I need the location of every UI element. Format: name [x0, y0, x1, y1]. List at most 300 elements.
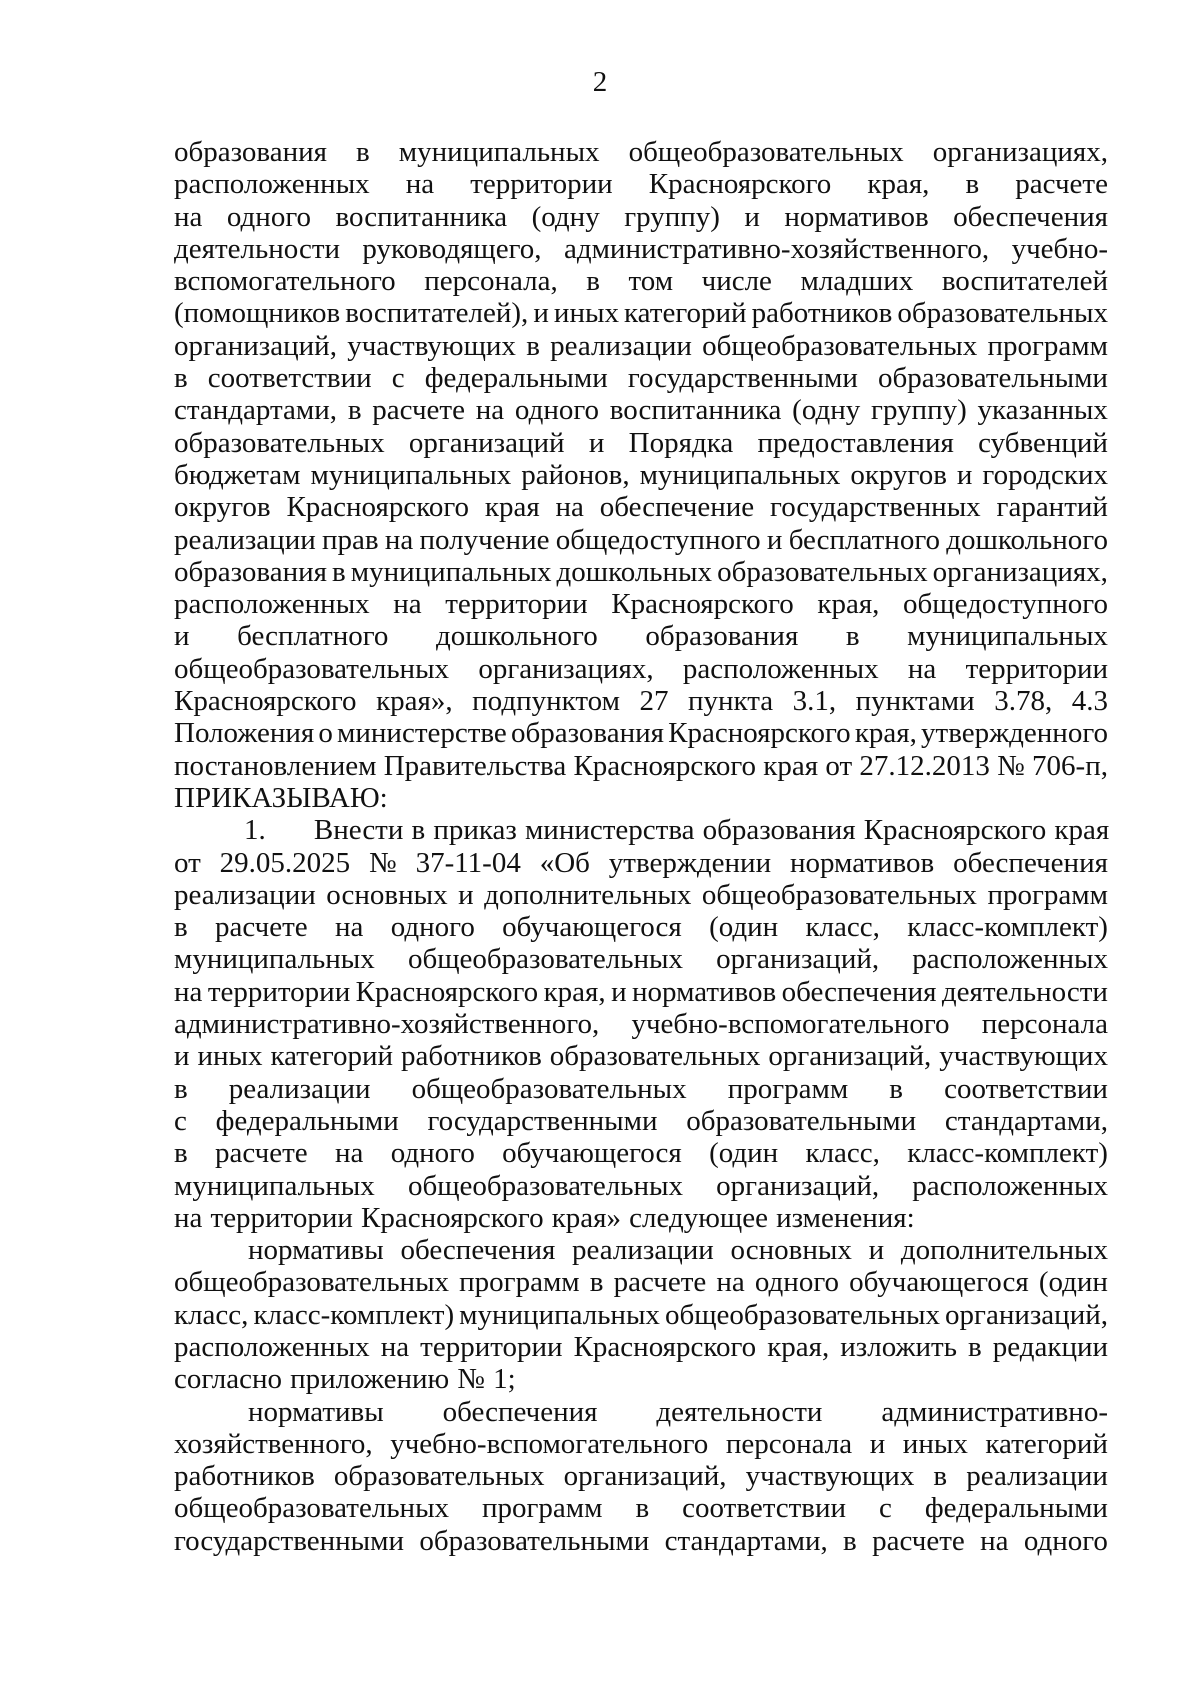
word: стандартами, [174, 394, 338, 427]
text-line [174, 1492, 1108, 1524]
word: районов, [521, 458, 630, 491]
text-line [174, 394, 1108, 426]
word: приказ [433, 814, 517, 847]
word: приложению [290, 1363, 450, 1396]
word: образования [510, 717, 664, 750]
word: от [174, 846, 201, 879]
word: и [174, 1040, 190, 1073]
word: образовательных [549, 1040, 761, 1073]
word: государственными [627, 362, 858, 395]
text-line [174, 1170, 1108, 1202]
word: Красноярского [668, 717, 851, 750]
word: министерства [524, 814, 695, 847]
text-line [174, 847, 1108, 879]
word: в [174, 911, 188, 944]
word: (один [1038, 1266, 1108, 1299]
text-line [174, 814, 1108, 846]
text-line [174, 201, 1108, 233]
text-line [174, 717, 1108, 749]
word: гарантий [996, 491, 1108, 524]
word: организаций [408, 426, 565, 459]
text-line [174, 1460, 1108, 1492]
word: бесплатного [237, 620, 389, 653]
word: в [174, 1072, 188, 1105]
word: основных [326, 878, 448, 911]
word: (помощников [174, 297, 341, 330]
word: пунктами [855, 685, 975, 718]
word: деятельности [656, 1395, 823, 1428]
word: ПРИКАЗЫВАЮ: [174, 781, 388, 814]
word: «Об [539, 846, 590, 879]
word: участвующих [347, 329, 516, 362]
word: образовательных [174, 426, 385, 459]
word: Правительства [383, 749, 567, 782]
word: и [458, 878, 474, 911]
word: участвующих [745, 1460, 915, 1493]
word: реализации [572, 1234, 714, 1267]
word: муниципальных [907, 620, 1108, 653]
word: расчете [372, 394, 465, 427]
word: края» [551, 1201, 622, 1234]
word: образовательных [897, 297, 1108, 330]
word: на [174, 975, 203, 1008]
word: в [968, 1330, 982, 1363]
word: предоставления [757, 426, 954, 459]
word: руководящего, [362, 232, 542, 265]
word: организаций, [716, 1169, 880, 1202]
word: организациях, [478, 652, 654, 685]
word: учебно- [1011, 232, 1108, 265]
word: класс-комплект) [907, 911, 1108, 944]
text-line [174, 1266, 1108, 1298]
word: округов [174, 491, 271, 524]
text-line [174, 1105, 1108, 1137]
word: организаций, [563, 1460, 727, 1493]
word: края», [376, 685, 453, 718]
word: общедоступного [555, 523, 761, 556]
word: в [347, 394, 362, 427]
word: общедоступного [903, 588, 1108, 621]
word: расположенных [174, 168, 370, 201]
word: 4.3 [1071, 685, 1108, 718]
word: группу) [871, 394, 967, 427]
word: иных [902, 1427, 968, 1460]
word: территории [420, 1330, 563, 1363]
word: вспомогательного [174, 265, 396, 298]
word: в [411, 814, 426, 847]
word: участвующих [939, 1040, 1108, 1073]
word: № [997, 749, 1025, 782]
word: государственных [770, 491, 981, 524]
text-line [174, 556, 1108, 588]
word: обеспечение [599, 491, 755, 524]
word: в [965, 168, 980, 201]
word: учебно-вспомогательного [390, 1427, 709, 1460]
word: обучающегося [849, 1266, 1029, 1299]
word: общеобразовательных [174, 652, 450, 685]
word: деятельности [174, 232, 341, 265]
word: дошкольных [556, 555, 713, 588]
word: обучающегося [502, 911, 682, 944]
word: получение [419, 523, 550, 556]
word: программ [727, 1072, 849, 1105]
word: 1; [493, 1363, 516, 1396]
text-line [174, 297, 1108, 329]
word: на [555, 491, 584, 524]
word: программ [482, 1492, 603, 1525]
word: края, [767, 1330, 830, 1363]
word: реализации [174, 523, 316, 556]
text-line [174, 1396, 1108, 1428]
word: в [174, 362, 188, 395]
word: с [391, 362, 405, 395]
word: организаций, [768, 1040, 932, 1073]
text-line [174, 653, 1108, 685]
word: организациях, [932, 136, 1108, 168]
word: 27.12.2013 [859, 749, 990, 782]
word: одного [1023, 1524, 1108, 1557]
word: государственными [427, 1104, 658, 1137]
word: образования [174, 555, 327, 588]
word: общеобразовательных [701, 878, 977, 911]
word: иных [553, 297, 619, 330]
word: (одну [531, 200, 600, 233]
word: нормативов [784, 200, 929, 233]
word: том [628, 265, 674, 298]
word: общеобразовательных [407, 943, 683, 976]
word: расчете [613, 1266, 707, 1299]
word: и [869, 1427, 886, 1460]
word: расчете [1015, 168, 1108, 201]
word: министерстве [337, 717, 507, 750]
word: одного [754, 1266, 839, 1299]
word: группу) [624, 200, 720, 233]
word: в [526, 329, 540, 362]
text-line [174, 976, 1108, 1008]
word: нормативов [789, 846, 935, 879]
word: персонала, [424, 265, 558, 298]
word: Порядка [628, 426, 734, 459]
word: на [174, 200, 203, 233]
word: № [369, 846, 397, 879]
word: расчете [872, 1524, 965, 1557]
word: в [843, 1524, 857, 1557]
word: реализации [966, 1460, 1108, 1493]
word: хозяйственного, [174, 1427, 373, 1460]
word: бюджетам [174, 458, 301, 491]
word: Красноярского [648, 168, 832, 201]
word: расчете [215, 911, 308, 944]
text-line [174, 685, 1108, 717]
word: 29.05.2025 [219, 846, 351, 879]
word: на [335, 911, 364, 944]
word: расположенных [682, 652, 879, 685]
word: в [889, 1072, 903, 1105]
text-line [174, 1234, 1108, 1266]
word: утвержденного [921, 717, 1108, 750]
word: соответствии [682, 1492, 847, 1525]
word: одного [390, 1137, 475, 1170]
word: на [716, 1266, 745, 1299]
word: на [907, 652, 937, 685]
word: в [589, 1266, 604, 1299]
word: обеспечения [953, 846, 1108, 879]
word: на [405, 168, 435, 201]
word: изменения: [776, 1201, 915, 1234]
word: муниципальных [350, 555, 552, 588]
word: на [335, 1137, 364, 1170]
word: административно- [881, 1395, 1108, 1428]
word: и [766, 523, 783, 556]
word: и [744, 200, 760, 233]
text-line [174, 588, 1108, 620]
word: одного [514, 394, 600, 427]
word: класс-комплект) [253, 1298, 455, 1331]
word: образования [174, 136, 327, 168]
word: общеобразовательных [628, 136, 904, 168]
text-line [174, 524, 1108, 556]
word: изложить [840, 1330, 957, 1363]
word: одного [390, 911, 475, 944]
word: образовательными [686, 1104, 917, 1137]
text-line [174, 1299, 1108, 1331]
word: воспитателей), [345, 297, 529, 330]
word: категорий [624, 297, 747, 330]
word: расположенных [174, 588, 370, 621]
word: 3.78, [994, 685, 1053, 718]
word: обеспечения [953, 200, 1108, 233]
word: дошкольного [436, 620, 598, 653]
word: 3.1, [792, 685, 837, 718]
word: числе [701, 265, 772, 298]
text-line [174, 620, 1108, 652]
word: о [318, 717, 333, 750]
text-line [174, 750, 1108, 782]
word: расположенных [912, 1169, 1108, 1202]
word: № [457, 1363, 485, 1396]
word: обеспечения [781, 975, 937, 1008]
word: Красноярского [286, 491, 469, 524]
word: городских [982, 458, 1108, 491]
word: федеральными [924, 1492, 1108, 1525]
word: муниципальных [174, 943, 375, 976]
word: муниципальных [174, 1169, 375, 1202]
word: Красноярского [611, 588, 794, 621]
word: государственными [174, 1524, 405, 1557]
text-line [174, 168, 1108, 200]
word: соответствии [207, 362, 372, 395]
text-line [174, 911, 1108, 943]
word: Красноярского [863, 814, 1047, 847]
word: нормативы [248, 1395, 384, 1428]
text-line [174, 1137, 1108, 1169]
word: программ [987, 329, 1108, 362]
word: края [484, 491, 540, 524]
word: обеспечения [442, 1395, 598, 1428]
word: организаций, [716, 943, 880, 976]
word: с [879, 1492, 892, 1525]
word: на [980, 1524, 1009, 1557]
word: и [611, 975, 627, 1008]
word: на [393, 588, 422, 621]
word: учебно-вспомогательного [631, 1008, 950, 1041]
word: общеобразовательных [664, 1298, 941, 1331]
word: с [174, 1104, 187, 1137]
word: субвенций [978, 426, 1108, 459]
word: и [868, 1234, 885, 1267]
text-line [174, 1428, 1108, 1460]
word: административно-хозяйственного, [174, 1008, 600, 1041]
word: дошкольного [946, 523, 1108, 556]
word: в [845, 620, 860, 653]
text-line [174, 1525, 1108, 1557]
word: 37-11-04 [415, 846, 521, 879]
word: расчете [215, 1137, 308, 1170]
word: края, [854, 717, 917, 750]
page-number: 2 [592, 66, 608, 98]
word: и [956, 458, 973, 491]
text-line [174, 233, 1108, 265]
word: образования [645, 620, 799, 653]
word: образования [702, 814, 856, 847]
word: федеральными [424, 362, 608, 395]
word: Красноярского [361, 1201, 544, 1234]
word: младших [800, 265, 914, 298]
word: Красноярского [355, 975, 539, 1008]
word: на [384, 523, 414, 556]
word: дополнительных [900, 1234, 1108, 1267]
word: класс, [805, 1137, 880, 1170]
text-line [174, 782, 1108, 814]
word: в [635, 1492, 650, 1525]
word: прав [321, 523, 379, 556]
word: расположенных [174, 1330, 370, 1363]
word: округов [850, 458, 947, 491]
text-line [174, 459, 1108, 491]
word: реализации [174, 878, 316, 911]
word: класс-комплект) [907, 1137, 1108, 1170]
word: края [763, 749, 819, 782]
word: соответствии [944, 1072, 1108, 1105]
word: деятельности [941, 975, 1108, 1008]
text-line [174, 265, 1108, 297]
text-line [174, 1331, 1108, 1363]
word: воспитателей [941, 265, 1108, 298]
word: расположенных [912, 943, 1108, 976]
text-line [174, 943, 1108, 975]
word: Красноярского [174, 685, 357, 718]
word: общеобразовательных [411, 1072, 687, 1105]
word: работников [401, 1040, 542, 1073]
text-line [174, 427, 1108, 459]
word: обучающегося [502, 1137, 682, 1170]
word: муниципальных [310, 458, 512, 491]
word: работников [751, 297, 893, 330]
word: организаций, [174, 329, 337, 362]
word: и [588, 426, 605, 459]
word: категорий [270, 1040, 394, 1073]
word: обеспечения [400, 1234, 556, 1267]
word: организаций, [945, 1298, 1108, 1331]
word: персонала [725, 1427, 853, 1460]
word: указанных [977, 394, 1108, 427]
word: редакции [992, 1330, 1108, 1363]
word: 27 [639, 685, 669, 718]
word: Положения [174, 717, 315, 750]
word: общеобразовательных [407, 1169, 683, 1202]
word: муниципальных [639, 458, 841, 491]
word: образовательных [333, 1460, 545, 1493]
word: организациях, [932, 555, 1108, 588]
word: бесплатного [788, 523, 941, 556]
word: программ [987, 878, 1108, 911]
word: в [356, 136, 370, 168]
word: образовательными [877, 362, 1108, 395]
word: воспитанника [609, 394, 782, 427]
word: (одну [792, 394, 861, 427]
word: нормативов [632, 975, 777, 1008]
word: территории [207, 975, 351, 1008]
word: от [825, 749, 853, 782]
word: муниципальных [459, 1298, 660, 1331]
word: утверждении [608, 846, 772, 879]
word: в [332, 555, 346, 588]
list-item-number: 1. [244, 814, 266, 847]
word: общеобразовательных [702, 329, 978, 362]
text-line [174, 362, 1108, 394]
word: в [586, 265, 600, 298]
word: реализации [228, 1072, 371, 1105]
word: территории [210, 1201, 353, 1234]
text-line [174, 1202, 1108, 1234]
document-body [174, 136, 1108, 1557]
word: нормативы [248, 1234, 384, 1267]
word: и [174, 620, 190, 653]
word: на [475, 394, 505, 427]
word: на [174, 1201, 203, 1234]
word: Внести [313, 814, 404, 847]
word: постановлением [174, 749, 377, 782]
word: основных [730, 1234, 852, 1267]
word: края, [867, 168, 930, 201]
word: общеобразовательных [174, 1266, 450, 1299]
word: Красноярского [573, 1330, 757, 1363]
word: муниципальных [398, 136, 600, 168]
word: (один [709, 911, 779, 944]
word: территории [965, 652, 1108, 685]
text-line [174, 330, 1108, 362]
word: (один [709, 1137, 779, 1170]
text-line [174, 136, 1108, 168]
text-line [174, 491, 1108, 523]
word: категорий [985, 1427, 1108, 1460]
word: пункта [687, 685, 774, 718]
text-line [174, 1363, 1108, 1395]
word: подпунктом [472, 685, 620, 718]
word: воспитанника [335, 200, 508, 233]
word: работников [174, 1460, 315, 1493]
word: в [933, 1460, 948, 1493]
word: края [1054, 814, 1110, 847]
word: Красноярского [573, 749, 757, 782]
word: стандартами, [944, 1104, 1108, 1137]
word: административно-хозяйственного, [563, 232, 990, 265]
text-line [174, 879, 1108, 911]
word: следующее [629, 1201, 768, 1234]
word: согласно [174, 1363, 283, 1396]
word: персонала [981, 1008, 1108, 1041]
text-line [174, 1008, 1108, 1040]
